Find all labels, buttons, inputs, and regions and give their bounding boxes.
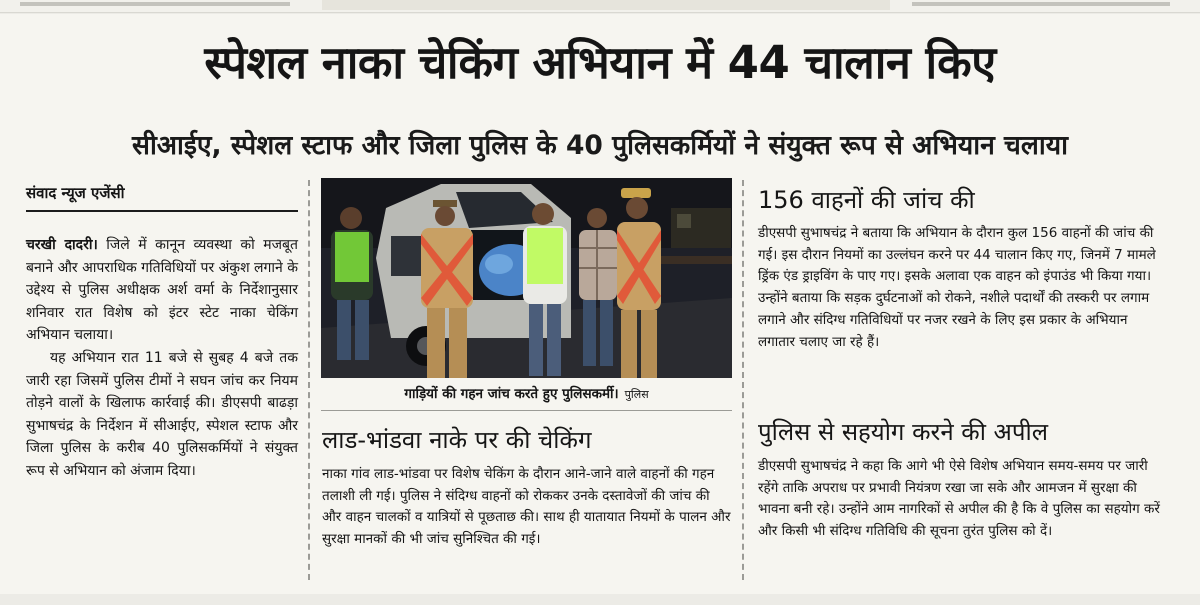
caption-rule bbox=[321, 410, 732, 411]
caption-text: गाड़ियों की गहन जांच करते हुए पुलिसकर्मी। bbox=[404, 386, 619, 402]
section-title-156-vehicles: 156 वाहनों की जांच की bbox=[758, 186, 975, 214]
cutoff-text-right bbox=[912, 2, 1170, 6]
dateline: चरखी दादरी। bbox=[26, 237, 98, 253]
lead-paragraph bbox=[26, 234, 298, 347]
cutoff-banner bbox=[322, 0, 890, 10]
column-divider-left bbox=[308, 180, 311, 580]
cutoff-text-left bbox=[20, 2, 290, 6]
photo-caption bbox=[321, 380, 732, 409]
section-body-appeal: डीएसपी सुभाषचंद्र ने कहा कि आगे भी ऐसे विशेष अभियान समय-समय पर जारी रहेंगे ताकि अपराध पर प्रभावी नियंत्रण रखा जा सके और आमजन में सुरक्षा की भावना बनी रहे। उन्होंने आम नागरिकों से अपील की है कि वे पुलिस का सहयोग करें और किसी भी संदिग्ध गतिविधि की सूचना तुरंत पुलिस को दें। bbox=[758, 458, 1160, 540]
news-photo bbox=[321, 178, 732, 378]
section-title-lad-bhandwa: लाड-भांडवा नाके पर की चेकिंग bbox=[322, 426, 592, 454]
section-body-lad-bhandwa: नाका गांव लाड-भांडवा पर विशेष चेकिंग के दौरान आने-जाने वाले वाहनों की गहन तलाशी ली गई। पुलिस ने संदिग्ध वाहनों को रोककर उनके दस्तावेजों की जांच की और वाहन चालकों व यात्रियों से पूछताछ की। साथ ही यातायात नियमों के पालन और सुरक्षा मानकों की भी जांच सुनिश्चित की गई। bbox=[322, 466, 731, 548]
photo-credit: पुलिस bbox=[624, 388, 649, 401]
lead-column bbox=[26, 234, 298, 483]
section-title-appeal: पुलिस से सहयोग करने की अपील bbox=[758, 418, 1048, 446]
section-body-156-vehicles: डीएसपी सुभाषचंद्र ने बताया कि अभियान के दौरान कुल 156 वाहनों की जांच की गई। इस दौरान नियमों का उल्लंघन करने पर 44 चालान किए गए, जिनमें 7 मामले ड्रिंक एंड ड्राइविंग के पाए गए। इसके अलावा एक वाहन को इंपाउंड भी किया गया। उन्होंने बताया कि सड़क दुर्घटनाओं को रोकने, नशीले पदार्थों की तस्करी पर लगाम लगाने और संदिग्ध गतिविधियों पर नजर रखने के लिए इस प्रकार के अभियान लगातार चलाए जा रहे हैं। bbox=[758, 225, 1156, 350]
byline: संवाद न्यूज एजेंसी bbox=[26, 184, 125, 202]
column-divider-right bbox=[742, 180, 745, 580]
headline: स्पेशल नाका चेकिंग अभियान में 44 चालान किए bbox=[204, 36, 996, 89]
previous-page-strip bbox=[0, 0, 1200, 13]
second-paragraph: यह अभियान रात 11 बजे से सुबह 4 बजे तक जारी रहा जिसमें पुलिस टीमों ने सघन जांच कर नियम तोड़ने वालों के खिलाफ कार्रवाई की। डीएसपी बाढड़ा सुभाषचंद्र के निर्देशन में सीआईए, स्पेशल स्टाफ और जिला पुलिस के करीब 40 पुलिसकर्मियों ने संयुक्त रूप से अभियान को अंजाम दिया। bbox=[26, 349, 298, 479]
byline-rule bbox=[26, 210, 298, 212]
subheadline: सीआईए, स्पेशल स्टाफ और जिला पुलिस के 40 पुलिसकर्मियों ने संयुक्त रूप से अभियान चलाया bbox=[132, 130, 1068, 161]
lead-text: जिले में कानून व्यवस्था को मजबूत बनाने और आपराधिक गतिविधियों पर अंकुश लगाने के उद्देश्य से पुलिस अधीक्षक अर्श वर्मा के निर्देशानुसार शनिवार रात विशेष को इंटर स्टेट नाका चेकिंग अभियान चलाया। bbox=[26, 237, 299, 344]
police-checking-vehicle-illustration bbox=[321, 178, 732, 378]
